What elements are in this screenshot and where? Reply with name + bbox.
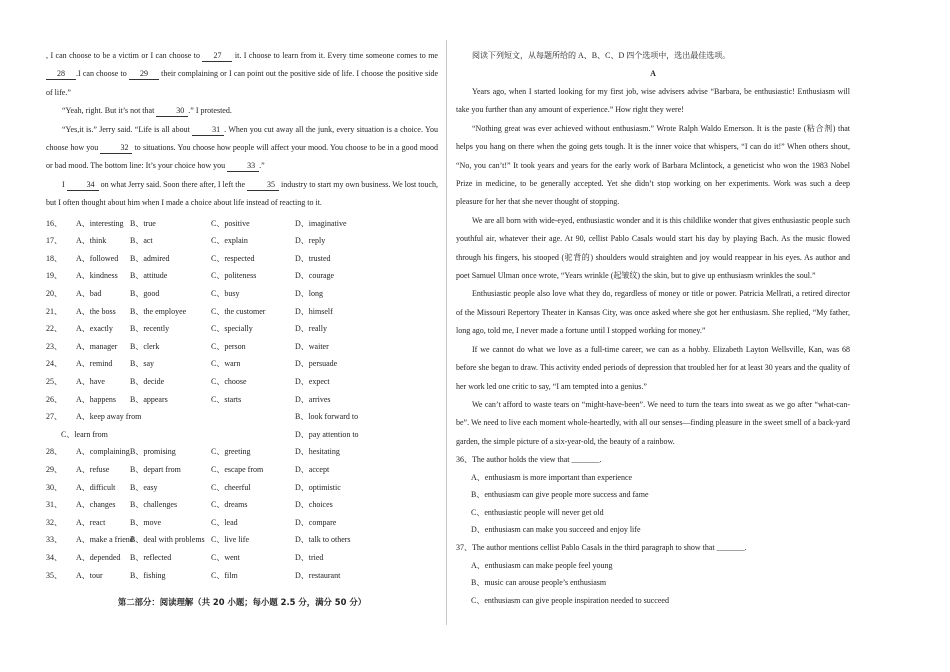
option-d: D、really [295,324,327,334]
reading-questions [456,451,850,609]
option-b: B、depart from [130,464,181,474]
question-option: C、enthusiastic people will never get old [471,507,604,517]
question-option: D、enthusiasm can make you succeed and enjoy life [471,525,641,535]
option-c: C、positive [211,218,250,228]
option-d: D、arrives [295,394,331,404]
option-a: A、interesting [76,218,124,228]
option-number: 34、 [46,552,62,562]
option-d: D、optimistic [295,482,341,492]
cloze-text: .” [259,161,265,171]
option-d: D、tried [295,552,324,562]
option-c: C、live life [211,535,249,545]
cloze-text: .I can choose to [76,69,129,79]
option-row [46,285,438,303]
option-d: D、reply [295,236,326,246]
option-d: D、trusted [295,253,331,263]
passage-body [456,83,850,451]
cloze-blank: 33 [227,160,259,172]
option-number: 21、 [46,306,62,316]
option-c: C、dreams [211,500,248,510]
option-d: D、restaurant [295,570,341,580]
cloze-text: , I can choose to be a victim or I can choose to [46,51,203,60]
option-d: D、persuade [295,359,338,369]
option-d: D、long [295,289,323,299]
option-a: A、bad [76,289,102,299]
option-number: 32、 [46,517,62,527]
option-number: 17、 [46,236,62,246]
question-stem: 37、The author mentions cellist Pablo Casals in the third paragraph to show that _______. [456,543,747,552]
option-number: 35、 [46,570,62,580]
option-a: A、manager [76,341,118,351]
option-c: C、busy [211,289,240,299]
option-b: B、promising [130,447,176,457]
right-column [456,47,850,609]
option-row [46,531,438,549]
option-c: C、politeness [211,271,257,281]
cloze-text: industry to start my own business. We lost touch, but I often thought about him when I made a choice about life instead of reacting to it. [46,179,439,208]
question-option: B、music can arouse people’s enthusiasm [471,578,607,588]
option-c: C、learn from [61,429,108,439]
option-a: A、have [76,377,105,386]
option-b: B、appears [130,394,168,404]
option-row [46,267,438,285]
cloze-text: . When you cut away all the junk, every situation is a choice. You choose how you [46,124,438,153]
option-c: C、film [211,570,238,580]
option-c: C、went [211,552,240,562]
option-c: C、starts [211,394,242,404]
cloze-text: to situations. You choose how people will affect your mood. You choose to be in a good mood or bad mood. The bottom line: It’s your choice how you [46,143,438,171]
option-b: B、challenges [130,500,178,510]
option-row [46,373,438,391]
option-row [46,232,438,250]
option-c: C、lead [211,517,238,527]
cloze-blank: 35 [247,179,279,191]
option-number: 23、 [46,341,62,351]
cloze-blank: 31 [192,124,224,136]
option-d: D、talk to others [295,535,351,545]
option-b: B、say [130,359,154,369]
option-c: C、specially [211,324,253,334]
option-a: A、refuse [76,464,110,474]
question-option: A、enthusiasm is more important than experience [471,472,633,482]
option-number: 22、 [46,324,62,334]
option-d: D、pay attention to [295,429,359,439]
column-divider [446,40,447,625]
option-a: A、tour [76,570,103,580]
option-a: A、keep away from [76,412,142,422]
option-number: 20、 [46,289,62,299]
option-a: A、remind [76,359,113,369]
cloze-text: “Yeah, right. But it’s not that [62,106,157,116]
option-c: C、cheerful [211,482,251,492]
option-d: D、imaginative [295,218,347,228]
option-c: C、escape from [211,464,264,474]
option-b: B、good [130,289,160,299]
option-row [46,338,438,356]
cloze-blank: 28 [46,68,76,80]
cloze-paragraph-4 [46,176,438,213]
cloze-blank: 27 [202,50,232,62]
option-c: C、explain [211,236,248,246]
cloze-paragraph-2 [46,102,438,120]
option-a: A、followed [76,253,119,263]
option-b: B、move [130,517,162,527]
cloze-blank: 30 [156,105,188,117]
cloze-blank: 29 [129,68,159,80]
passage-paragraph: “Nothing great was ever achieved without enthusiasm.” Wrote Ralph Waldo Emerson. It is the paste (粘合剂) that helps you hang on there when the going gets tough. It is the inner voice that whispers, “I can do it!” When others shout, “No, you can’t!” It took years and years for the early work of Barbara Mclintock, a geneticist who won the 1983 Nobel Prize in medicine, to be generally accepted. Yet she didn’t stop working on her experiments. Work was such a deep pleasure for her that she never thought of stopping. [456,123,850,207]
option-a: A、happens [76,394,116,404]
option-number: 19、 [46,271,62,281]
option-a: A、kindness [76,271,118,281]
passage-paragraph: We are all born with wide-eyed, enthusiastic wonder and it is this childlike wonder that gives enthusiastic people such youthful air, whatever their age. At 90, cellist Pablo Casals would start his day by playing Bach. As the music flowed through his fingers, his stooped (驼背的) shoulders would straighten and joy would reappear in his eyes. As author and poet Samuel Ulman once wrote, “Years wrinkle (起皱纹) the skin, but to give up enthusiasm wrinkles the soul.” [456,215,850,281]
option-a: A、the boss [76,306,116,316]
option-b: B、look forward to [295,412,359,422]
option-number: 27、 [46,412,62,422]
option-c: C、person [211,341,246,351]
passage-paragraph: We can’t afford to waste tears on “might-have-been”. We need to turn the tears into sweat as we go after “what-can-be”. We need to live each moment whole-heartedly, with all our senses—finding pleasure in the sweet smell of a back-yard garden, the simple picture of a six-year-old, the beauty of a rainbow. [456,399,850,446]
cloze-options [46,215,438,584]
option-b: B、true [130,218,156,228]
option-d: D、choices [295,500,333,510]
option-b: B、attitude [130,271,168,281]
option-number: 26、 [46,394,62,404]
option-number: 16、 [46,218,62,228]
option-d: D、compare [295,517,337,527]
option-d: D、courage [295,271,335,281]
option-row [46,303,438,321]
option-c: C、respected [211,253,255,263]
cloze-text: on what Jerry said. Soon there after, I left the [98,179,247,189]
option-b: B、clerk [130,341,160,351]
option-d: D、waiter [295,341,329,351]
option-a: A、complaining [76,447,130,457]
passage-paragraph: Years ago, when I started looking for my first job, wise advisers advise “Barbara, be enthusiastic! Enthusiasm will take you further than any amount of experience.” How right they were! [456,87,850,115]
options-group-1 [46,215,438,409]
option-row [46,250,438,268]
option-d: D、himself [295,306,333,316]
option-row [46,443,438,461]
option-number: 24、 [46,359,62,369]
option-row [46,215,438,233]
left-column [46,47,438,610]
option-c: C、warn [211,359,241,369]
cloze-text: their complaining or I can point out the positive side of life. I choose the positive side of life.” [46,69,439,97]
cloze-text: I [62,179,67,189]
option-row [46,479,438,497]
option-row-27-cont [46,426,438,444]
reading-instruction: 阅读下列短文，从每题所给的 A、B、C、D 四个选项中，选出最佳选项。 [472,51,731,60]
passage-title: A [650,69,656,78]
option-a: A、depended [76,552,121,562]
option-b: B、decide [130,377,165,386]
option-c: C、greeting [211,447,251,457]
cloze-text: “Yes,it is.” Jerry said. “Life is all about [62,124,193,134]
option-row [46,320,438,338]
option-row [46,496,438,514]
cloze-paragraph-3 [46,121,438,176]
option-row [46,391,438,409]
option-b: B、recently [130,324,170,334]
option-b: B、admired [130,253,170,263]
cloze-paragraph-1 [46,47,438,102]
question-option: A、enthusiasm can make people feel young [471,560,613,570]
question-option: C、enthusiasm can give people inspiration needed to succeed [471,595,669,605]
option-row [46,461,438,479]
option-b: B、act [130,236,153,246]
option-a: A、exactly [76,324,113,334]
section-2-title: 第二部分：阅读理解（共 20 小题；每小题 2.5 分，满分 50 分） [117,597,367,608]
option-c: C、the customer [211,306,266,316]
option-a: A、make a friend [76,535,134,545]
option-a: A、react [76,517,106,527]
option-row [46,514,438,532]
passage-paragraph: If we cannot do what we love as a full-time career, we can as a hobby. Elizabeth Layton Wellsville, Kan, was 68 before she began to draw. This activity ended periods of depression that troubled her for at least 30 years and the quality of her work led one critic to say, “I am tempted into a genius.” [456,344,850,391]
option-a: A、think [76,236,107,246]
option-b: B、reflected [130,552,172,562]
option-a: A、difficult [76,482,116,492]
cloze-text: it. I choose to learn from it. Every time someone comes to me [232,51,438,60]
option-d: D、accept [295,464,330,474]
option-row [46,567,438,585]
option-number: 28、 [46,447,62,457]
option-number: 25、 [46,377,62,386]
option-row [46,549,438,567]
option-b: B、deal with problems [130,535,205,545]
option-b: B、the employee [130,306,187,316]
option-b: B、easy [130,482,158,492]
cloze-text: .” I protested. [188,106,232,116]
passage-paragraph: Enthusiastic people also love what they do, regardless of money or title or power. Patricia Mellrati, a retired director of the Missouri Repertory Theater in Kansas City, was once asked where she got her enthusiasm. She replied, “My father, long ago, told me, I never made a fortune until I stopped working for money.” [456,289,850,336]
option-d: D、expect [295,377,330,386]
cloze-blank: 32 [100,142,132,154]
option-b: B、fishing [130,570,166,580]
option-row-27 [46,408,438,426]
option-number: 33、 [46,535,62,545]
cloze-blank: 34 [67,179,99,191]
option-c: C、choose [211,377,247,386]
option-number: 18、 [46,253,62,263]
option-number: 29、 [46,464,62,474]
question-option: B、enthusiasm can give people more success and fame [471,490,649,500]
option-number: 30、 [46,482,62,492]
option-row [46,355,438,373]
option-d: D、hesitating [295,447,340,457]
options-group-2 [46,443,438,584]
option-a: A、changes [76,500,116,510]
option-number: 31、 [46,500,62,510]
question-stem: 36、The author holds the view that _______. [456,455,602,465]
